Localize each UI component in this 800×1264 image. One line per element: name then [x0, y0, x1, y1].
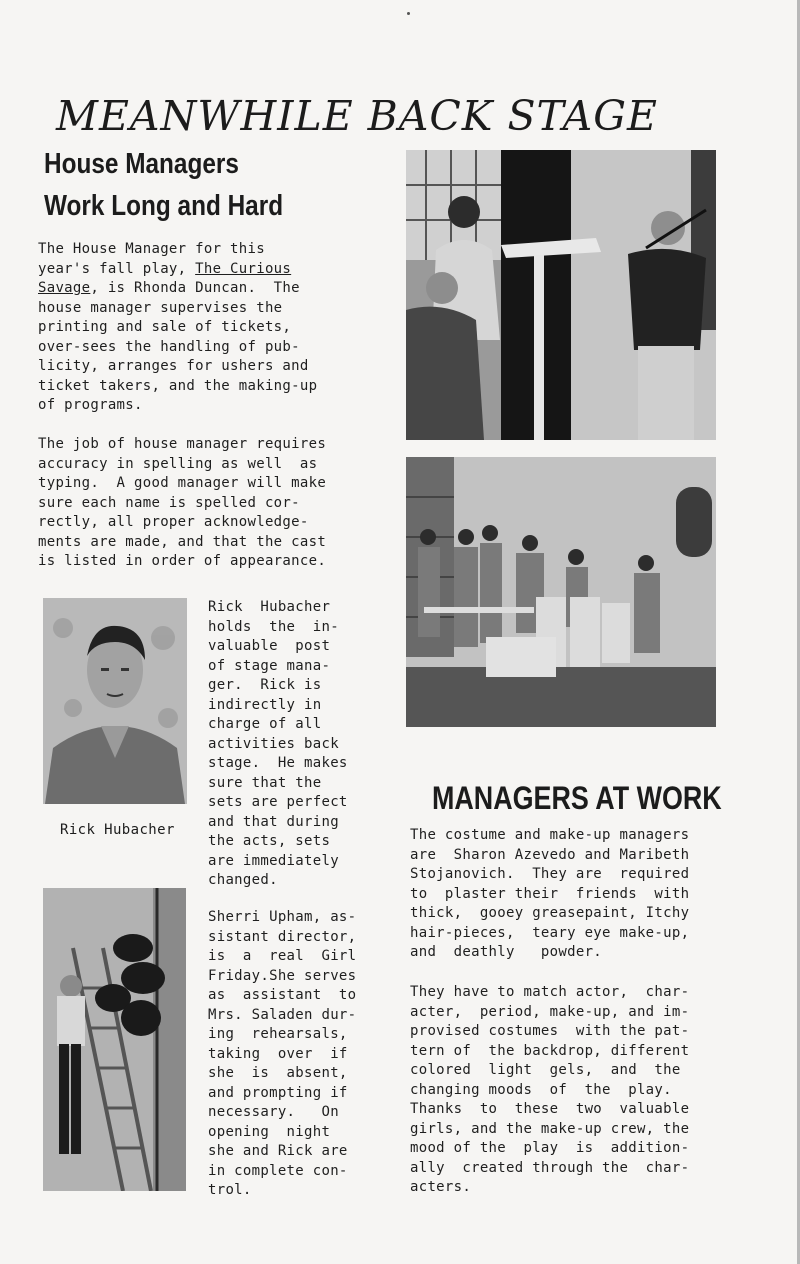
text-line: accuracy in spelling as well as	[38, 455, 318, 472]
house-managers-headline-line2: Work Long and Hard	[44, 190, 284, 222]
house-managers-headline-line1: House Managers	[44, 148, 239, 180]
text-line: ments are made, and that the cast	[38, 533, 327, 550]
house-managers-paragraph-2	[38, 435, 326, 572]
text-line: , is Rhonda Duncan. The	[90, 280, 300, 296]
assistant-director-paragraph: Sherri Upham, as- sistant director, is a real Girl Friday.She serves as assistant to Mrs. Saladen dur- ing rehearsals, taking over if she is absent, and prompting if necessary. On opening night she and Rick are in complete con- trol.	[208, 909, 357, 1198]
text-line: is listed in order of appearance.	[38, 553, 327, 569]
play-title-cont: Savage	[38, 280, 91, 296]
portrait-caption: Rick Hubacher	[60, 822, 175, 838]
text-line: over-sees the handling of pub-	[38, 338, 300, 355]
rehearsal-photo	[406, 150, 716, 440]
text-line: The House Manager for this	[38, 241, 265, 257]
text-line: licity, arranges for ushers and	[38, 358, 309, 374]
page-title: MEANWHILE BACK STAGE	[56, 92, 658, 140]
text-line: rectly, all proper acknowledge-	[38, 514, 309, 530]
text-line: of programs.	[38, 397, 143, 413]
house-managers-paragraph-1	[38, 240, 317, 416]
text-line: year's fall play,	[38, 260, 196, 277]
speck	[407, 12, 410, 15]
text-line: printing and sale of tickets,	[38, 319, 292, 335]
stage-group-photo	[406, 457, 716, 727]
text-line: typing. A good manager will make	[38, 475, 327, 491]
text-line: sure each name is spelled cor-	[38, 494, 300, 511]
managers-at-work-headline: MANAGERS AT WORK	[432, 780, 722, 816]
play-title: The Curious	[195, 260, 292, 277]
text-line: ticket takers, and the making-up	[38, 377, 318, 394]
managers-at-work-paragraph-2: They have to match actor, char- acter, period, make-up, and im- provised costumes with the pat- tern of the backdrop, different colored light gels, and the changing moods of the play. Thanks to these two valuable girls, and the make-up crew, the mood of the play is addition- ally created through the char- acters.	[410, 984, 690, 1195]
lighting-ladder-photo	[43, 888, 186, 1191]
managers-at-work-paragraph-1: The costume and make-up managers are Sharon Azevedo and Maribeth Stojanovich. They are required to plaster their friends with thick, gooey greasepaint, Itchy hair-pieces, teary eye make-up, and deathly powder.	[410, 827, 690, 960]
stage-manager-paragraph: Rick Hubacher holds the in- valuable post of stage mana- ger. Rick is indirectly in charge of all activities back stage. He makes sure that the sets are perfect and that during the acts, sets are immediately changed.	[208, 599, 348, 888]
text-line: The job of house manager requires	[38, 436, 327, 452]
text-line: house manager supervises the	[38, 299, 283, 316]
portrait-photo	[43, 598, 187, 804]
